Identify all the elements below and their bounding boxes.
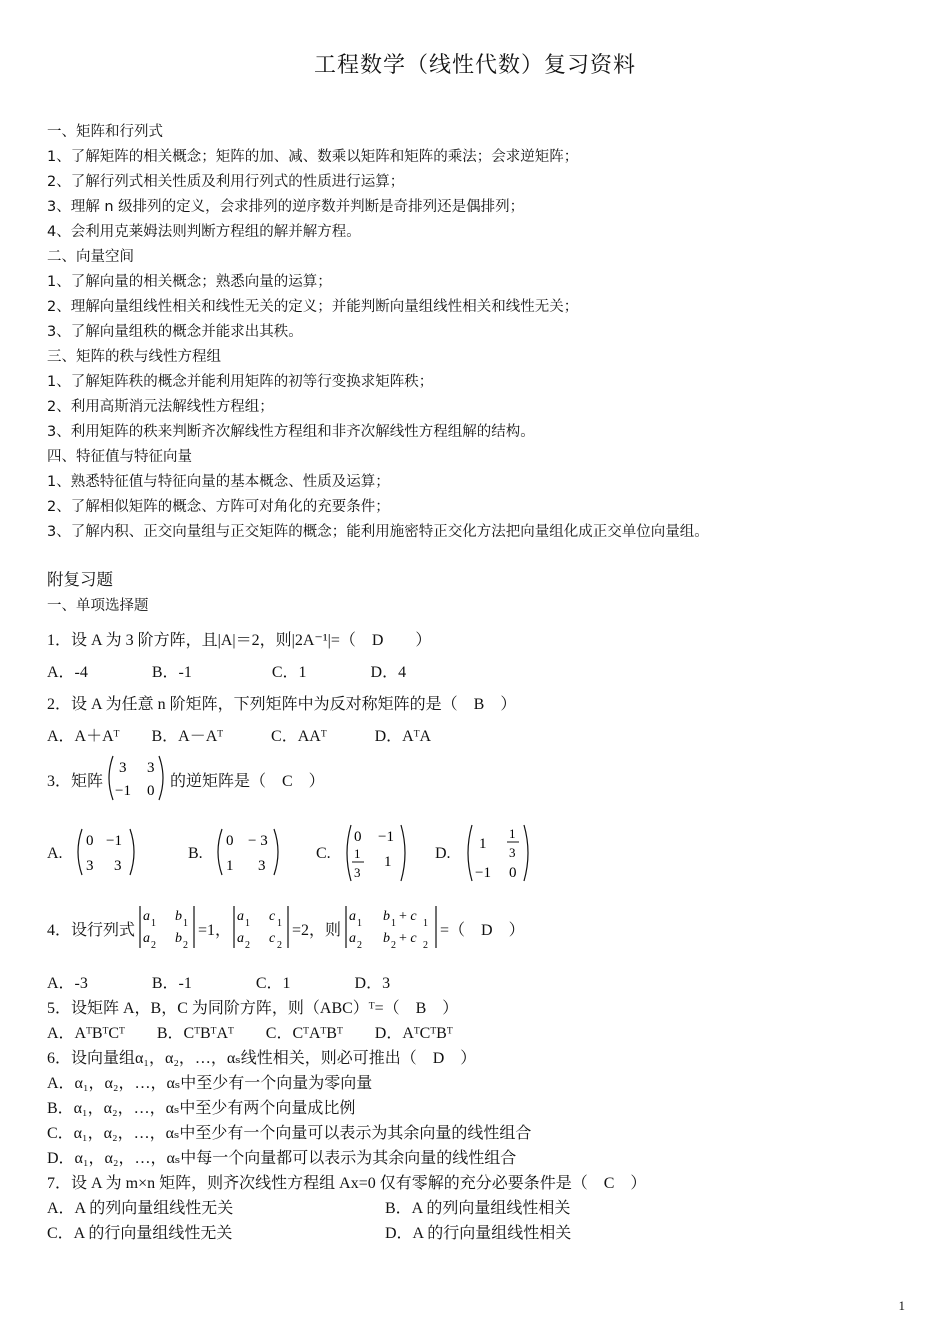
question-4-answer: =（ D ） (440, 922, 525, 939)
outline-line: 3、了解内积、正交向量组与正交矩阵的概念；能利用施密特正交化方法把向量组化成正交单位向量组。 (47, 524, 709, 540)
svg-text:a: a (349, 909, 356, 924)
matrix-cell: 0 (354, 829, 362, 845)
svg-text:b: b (175, 931, 182, 946)
svg-text:b: b (383, 909, 390, 924)
question-1-stem: 1．设 A 为 3 阶方阵，且|A|＝2，则|2A⁻¹|=（ D ） (47, 632, 432, 649)
outline-line: 四、特征值与特征向量 (47, 449, 192, 465)
question-4-eq2: =2，则 (292, 922, 342, 939)
question-3-matrix (103, 753, 169, 803)
svg-text:2: 2 (423, 940, 428, 950)
svg-text:1: 1 (245, 918, 250, 929)
outline-line: 二、向量空间 (47, 249, 134, 265)
option-c-matrix (342, 822, 410, 884)
matrix-cell: −1 (378, 829, 394, 845)
svg-text:a: a (349, 931, 356, 946)
option-b-label: B. (188, 845, 203, 862)
matrix-cell: 1 (226, 858, 234, 874)
question-3-suffix: 的逆矩阵是（ C ） (170, 773, 325, 790)
outline-line: 1、了解向量的相关概念；熟悉向量的运算； (47, 274, 332, 290)
question-7-option-a: A．A 的列向量组线性无关 (47, 1200, 234, 1217)
question-3-prefix: 3．矩阵 (47, 773, 104, 790)
option-a-matrix (72, 826, 138, 878)
svg-text:a: a (237, 909, 244, 924)
svg-text:a: a (143, 931, 150, 946)
matrix-cell: 3 (119, 760, 127, 776)
svg-text:2: 2 (245, 940, 250, 950)
svg-text:b: b (175, 909, 182, 924)
question-5-stem: 5．设矩阵 A，B，C 为同阶方阵，则（ABC）ᵀ=（ B ） (47, 1000, 459, 1017)
matrix-cell: 0 (147, 783, 155, 799)
question-7-stem: 7．设 A 为 m×n 矩阵，则齐次线性方程组 Ax=0 仅有零解的充分必要条件是（ C ） (47, 1175, 647, 1192)
matrix-cell: 0 (226, 833, 234, 849)
svg-text:1: 1 (183, 918, 188, 929)
matrix-cell: −1 (106, 833, 122, 849)
question-1-options: A．-4 B．-1 C．1 D．4 (47, 664, 407, 681)
question-7-option-d: D．A 的行向量组线性相关 (385, 1225, 572, 1242)
matrix-cell: 3 (147, 760, 155, 776)
question-7-option-b: B．A 的列向量组线性相关 (385, 1200, 571, 1217)
option-b-matrix (212, 826, 282, 878)
question-2-options: A．A＋Aᵀ B．A－Aᵀ C．AAᵀ D．AᵀA (47, 728, 432, 745)
outline-line: 1、熟悉特征值与特征向量的基本概念、性质及运算； (47, 474, 390, 490)
question-6-option-c: C．α₁，α₂，…，αₛ中至少有一个向量可以表示为其余向量的线性组合 (47, 1125, 532, 1142)
outline-line: 2、了解行列式相关性质及利用行列式的性质进行运算； (47, 174, 405, 190)
question-6-option-d: D．α₁，α₂，…，αₛ中每一个向量都可以表示为其余向量的线性组合 (47, 1150, 517, 1167)
outline-line: 3、了解向量组秩的概念并能求出其秩。 (47, 324, 303, 340)
svg-text:1: 1 (423, 918, 428, 929)
question-5-options: A．AᵀBᵀCᵀ B．CᵀBᵀAᵀ C．CᵀAᵀBᵀ D．AᵀCᵀBᵀ (47, 1025, 453, 1042)
svg-text:1: 1 (151, 918, 156, 929)
matrix-cell: 3 (258, 858, 266, 874)
appendix-title: 附复习题 (47, 570, 113, 589)
matrix-cell: 0 (509, 865, 517, 881)
svg-text:c: c (269, 909, 276, 924)
svg-text:a: a (143, 909, 150, 924)
section-title: 一、单项选择题 (47, 598, 149, 614)
outline-line: 4、会利用克莱姆法则判断方程组的解并解方程。 (47, 224, 361, 240)
fraction-numerator: 1 (509, 826, 516, 841)
svg-text:2: 2 (151, 940, 156, 950)
svg-text:b: b (383, 931, 390, 946)
matrix-cell: 1 (384, 854, 392, 870)
outline-line: 1、了解矩阵的相关概念；矩阵的加、减、数乘以矩阵和矩阵的乘法；会求逆矩阵； (47, 149, 579, 165)
svg-text:c: c (269, 931, 276, 946)
outline-line: 3、利用矩阵的秩来判断齐次解线性方程组和非齐次解线性方程组解的结构。 (47, 424, 535, 440)
matrix-cell: 3 (114, 858, 122, 874)
matrix-cell: 0 (86, 833, 94, 849)
determinant-1 (137, 904, 197, 950)
svg-text:+ c: + c (399, 909, 417, 924)
outline-line: 1、了解矩阵秩的概念并能利用矩阵的初等行变换求矩阵秩； (47, 374, 434, 390)
option-c-label: C. (316, 845, 331, 862)
question-6-option-a: A．α₁，α₂，…，αₛ中至少有一个向量为零向量 (47, 1075, 373, 1092)
outline-line: 3、理解 n 级排列的定义，会求排列的逆序数并判断是奇排列还是偶排列； (47, 199, 525, 215)
matrix-cell: 1 (479, 836, 487, 852)
svg-text:1: 1 (277, 918, 282, 929)
determinant-2 (231, 904, 291, 950)
outline-line: 2、了解相似矩阵的概念、方阵可对角化的充要条件； (47, 499, 390, 515)
option-a-label: A. (47, 845, 63, 862)
page-number: 1 (898, 1298, 905, 1313)
option-d-matrix (463, 822, 533, 884)
svg-text:2: 2 (277, 940, 282, 950)
determinant-3 (343, 904, 439, 950)
fraction-denominator: 3 (509, 845, 516, 860)
svg-text:+ c: + c (399, 931, 417, 946)
matrix-cell: −1 (115, 783, 131, 799)
svg-text:2: 2 (183, 940, 188, 950)
svg-text:1: 1 (357, 918, 362, 929)
svg-text:a: a (237, 931, 244, 946)
matrix-cell: 3 (86, 858, 94, 874)
question-7-option-c: C．A 的行向量组线性无关 (47, 1225, 233, 1242)
matrix-cell: − 3 (248, 833, 268, 849)
question-4-eq1: =1， (198, 922, 232, 939)
matrix-cell: −1 (475, 865, 491, 881)
outline-line: 三、矩阵的秩与线性方程组 (47, 349, 221, 365)
fraction-numerator: 1 (354, 846, 361, 861)
outline-line: 2、利用高斯消元法解线性方程组； (47, 399, 274, 415)
svg-text:2: 2 (357, 940, 362, 950)
question-4-options: A．-3 B．-1 C．1 D．3 (47, 975, 391, 992)
outline-line: 2、理解向量组线性相关和线性无关的定义；并能判断向量组线性相关和线性无关； (47, 299, 579, 315)
fraction-denominator: 3 (354, 865, 361, 880)
svg-text:2: 2 (391, 940, 396, 950)
question-6-option-b: B．α₁，α₂，…，αₛ中至少有两个向量成比例 (47, 1100, 356, 1117)
question-4-prefix: 4．设行列式 (47, 922, 136, 939)
option-d-label: D. (435, 845, 451, 862)
page-title: 工程数学（线性代数）复习资料 (313, 53, 636, 78)
svg-text:1: 1 (391, 918, 396, 929)
question-6-stem: 6．设向量组α₁，α₂，…，αₛ线性相关，则必可推出（ D ） (47, 1050, 477, 1067)
outline-line: 一、矩阵和行列式 (47, 124, 163, 140)
question-2-stem: 2．设 A 为任意 n 阶矩阵，下列矩阵中为反对称矩阵的是（ B ） (47, 696, 517, 713)
